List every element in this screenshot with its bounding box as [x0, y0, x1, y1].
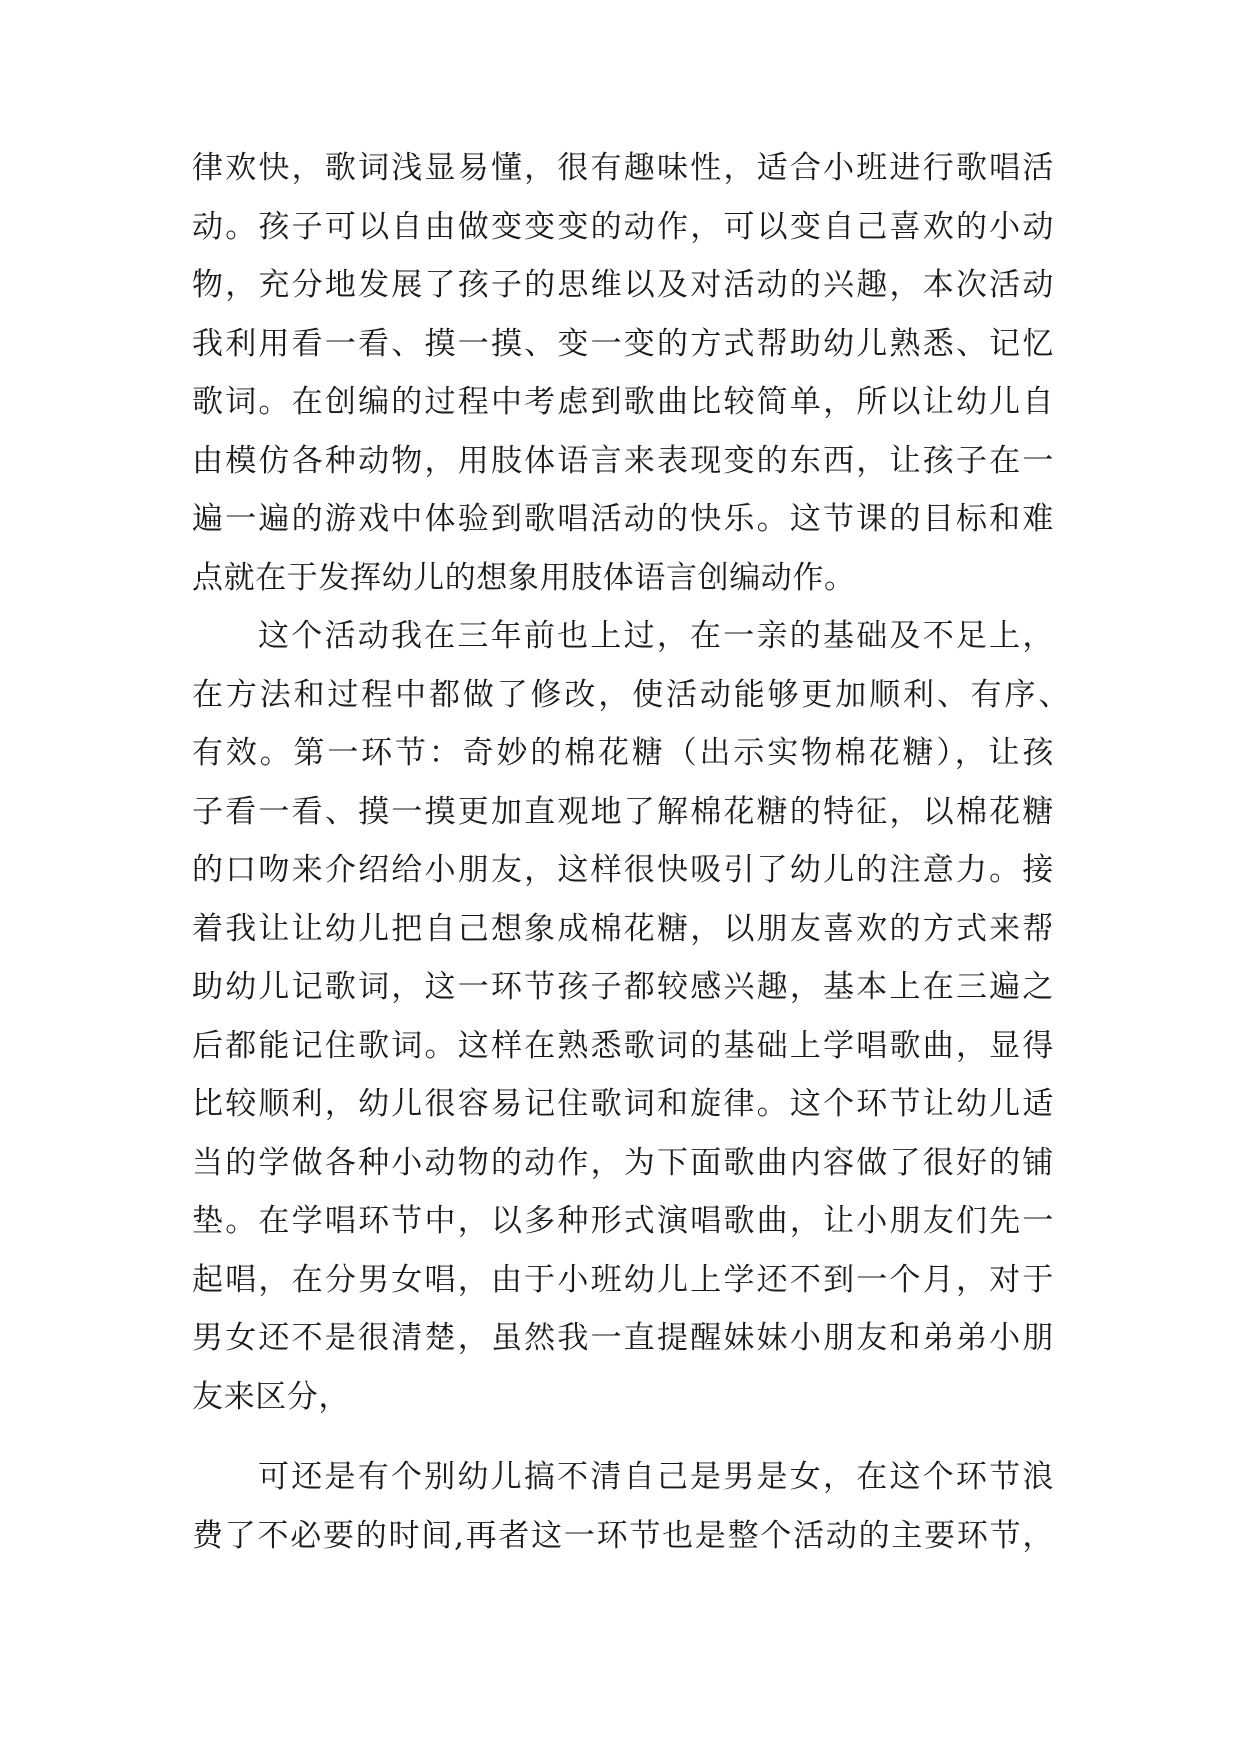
- paragraph-line: 后都能记住歌词。这样在熟悉歌词的基础上学唱歌曲，显得: [192, 1027, 1054, 1064]
- paragraph-line: 费了不必要的时间,再者这一环节也是整个活动的主要环节，: [192, 1517, 1054, 1554]
- paragraph-line: 歌词。在创编的过程中考虑到歌曲比较简单，所以让幼儿自: [192, 384, 1054, 420]
- paragraph-line: 有效。第一环节：奇妙的棉花糖（出示实物棉花糖），让孩: [192, 735, 1054, 771]
- paragraph-line: 我利用看一看、摸一摸、变一变的方式帮助幼儿熟悉、记忆: [192, 325, 1054, 362]
- paragraph-line: 男女还不是很清楚，虽然我一直提醒妹妹小朋友和弟弟小朋: [192, 1320, 1054, 1356]
- paragraph-line: 当的学做各种小动物的动作，为下面歌曲内容做了很好的铺: [192, 1144, 1054, 1181]
- paragraph-line: 律欢快，歌词浅显易懂，很有趣味性，适合小班进行歌唱活: [192, 150, 1054, 186]
- paragraph-line: 着我让让幼儿把自己想象成棉花糖，以朋友喜欢的方式来帮: [192, 910, 1054, 947]
- paragraph-line: 的口吻来介绍给小朋友，这样很快吸引了幼儿的注意力。接: [192, 852, 1054, 888]
- paragraph-line: 可还是有个别幼儿搞不清自己是男是女，在这个环节浪: [258, 1459, 1054, 1495]
- paragraph-line: 起唱，在分男女唱，由于小班幼儿上学还不到一个月，对于: [192, 1261, 1054, 1298]
- paragraph-line: 这个活动我在三年前也上过，在一亲的基础及不足上，: [258, 618, 1054, 654]
- paragraph-line: 友来区分，: [192, 1378, 350, 1415]
- paragraph-3: [192, 1448, 1054, 1565]
- paragraph-line: 子看一看、摸一摸更加直观地了解棉花糖的特征，以棉花糖: [192, 793, 1054, 830]
- paragraph-line: 在方法和过程中都做了修改，使活动能够更加顺利、有序、: [192, 676, 1070, 713]
- paragraph-line: 遍一遍的游戏中体验到歌唱活动的快乐。这节课的目标和难: [192, 501, 1054, 537]
- paragraph-line: 动。孩子可以自由做变变变的动作，可以变自己喜欢的小动: [192, 208, 1054, 245]
- paragraph-1: [192, 139, 1054, 607]
- paragraph-line: 点就在于发挥幼儿的想象用肢体语言创编动作。: [192, 559, 856, 596]
- paragraph-line: 助幼儿记歌词，这一环节孩子都较感兴趣，基本上在三遍之: [192, 969, 1054, 1005]
- paragraph-line: 垫。在学唱环节中，以多种形式演唱歌曲，让小朋友们先一: [192, 1203, 1054, 1239]
- paragraph-line: 由模仿各种动物，用肢体语言来表现变的东西，让孩子在一: [192, 442, 1054, 479]
- paragraph-line: 物，充分地发展了孩子的思维以及对活动的兴趣，本次活动: [192, 267, 1054, 303]
- paragraph-line: 比较顺利，幼儿很容易记住歌词和旋律。这个环节让幼儿适: [192, 1086, 1054, 1122]
- paragraph-2: [192, 607, 1070, 1426]
